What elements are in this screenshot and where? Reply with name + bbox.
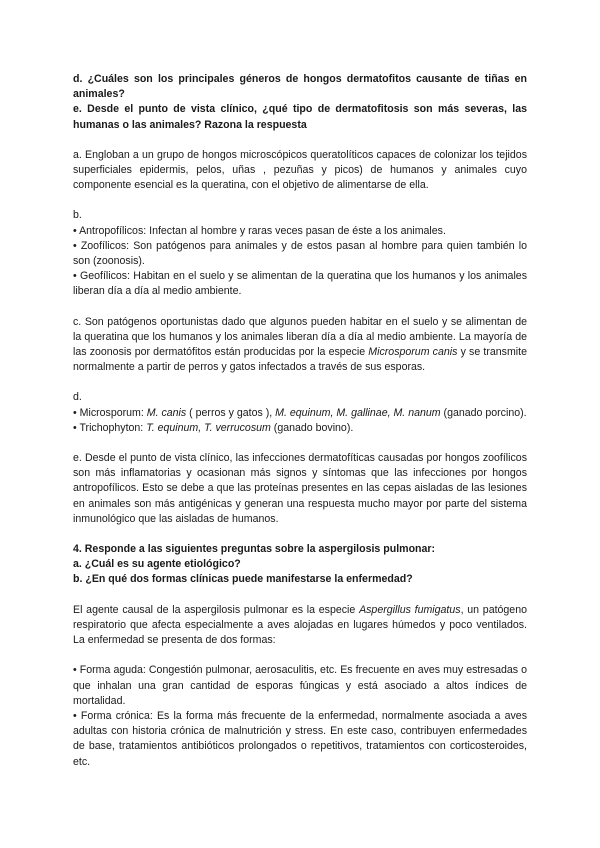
question-e: e. Desde el punto de vista clínico, ¿qué tipo de dermatofitosis son más severas, las humanas o las animales? Razona la respuesta xyxy=(73,103,527,131)
answer-d-microsporum: • Microsporum: M. canis ( perros y gatos ), M. equinum, M. gallinae, M. nanum (ganado porcino). xyxy=(73,406,527,419)
answer-e: e. Desde el punto de vista clínico, las infecciones dermatofíticas causadas por hongos zoofílicos son más inflamatorias y ocasionan más signos y síntomas que las infecciones por hongos antropofílicos. Esto se debe a que las proteínas presentes en las cepas aisladas de las lesiones en animales son más antigénicas y generan una respuesta mucho mayor por parte del sistema inmunológico que las aisladas de humanos. xyxy=(73,452,527,525)
answer-c: c. Son patógenos oportunistas dado que algunos pueden habitar en el suelo y se alimentan de la queratina que los humanos y los animales liberan día a día al medio ambiente. La mayoría de las zoonosis por dermatófitos están producidas por la especie Microsporum canis y se transmite normalmente a partir de perros y gatos infectados a través de sus esporas. xyxy=(73,315,527,374)
answer-b-label: b. xyxy=(73,209,82,222)
answer-b-item-zoofilicos: • Zoofílicos: Son patógenos para animales y de estos pasan al hombre para quien también lo son (zoonosis). xyxy=(73,239,527,268)
species-microsporum-canis: Microsporum canis xyxy=(368,346,458,359)
answer-4-forma-aguda: • Forma aguda: Congestión pulmonar, aerosaculitis, etc. Es frecuente en aves muy estresadas o que inhalan una gran cantidad de esporas fúngicas y está asociado a altos índices de mortalidad. xyxy=(73,664,527,707)
document-body xyxy=(73,72,527,770)
answer-a: a. Engloban a un grupo de hongos microscópicos queratolíticos capaces de colonizar los tejidos superficiales epidermis, pelos, uñas , pezuñas y picos) de humanos y animales cuyo componente esencial es la queratina, con el objetivo de alimentarse de ella. xyxy=(73,148,527,192)
answer-d-trichophyton: • Trichophyton: T. equinum, T. verrucosum (ganado bovino). xyxy=(73,421,354,434)
question-4a: a. ¿Cuál es su agente etiológico? xyxy=(73,558,241,571)
answer-b-item-geofilicos: • Geofílicos: Habitan en el suelo y se alimentan de la queratina que los humanos y los animales liberan día a día al medio ambiente. xyxy=(73,270,527,298)
question-d: d. ¿Cuáles son los principales géneros de hongos dermatofitos causante de tiñas en animales? xyxy=(73,73,527,101)
answer-d-label: d. xyxy=(73,391,82,404)
species-aspergillus-fumigatus: Aspergillus fumigatus xyxy=(359,603,461,616)
answer-4-forma-cronica: • Forma crónica: Es la forma más frecuente de la enfermedad, normalmente asociada a aves adultas con historia crónica de malnutrición y stress. En este caso, contribuyen enfermedades de base, tratamientos antibióticos prolongados o repetitivos, tratamientos con corticosteroides, etc. xyxy=(73,709,527,768)
answer-4-intro: El agente causal de la aspergilosis pulmonar es la especie Aspergillus fumigatus, un patógeno respiratorio que afecta especialmente a aves alojadas en lugares húmedos y poco ventilados. La enfermedad se presenta de dos formas: xyxy=(73,603,527,647)
answer-b-item-antropofilicos: • Antropofílicos: Infectan al hombre y raras veces pasan de éste a los animales. xyxy=(73,224,446,237)
question-4b: b. ¿En qué dos formas clínicas puede manifestarse la enfermedad? xyxy=(73,573,413,586)
question-4-title: 4. Responde a las siguientes preguntas sobre la aspergilosis pulmonar: xyxy=(73,543,436,556)
